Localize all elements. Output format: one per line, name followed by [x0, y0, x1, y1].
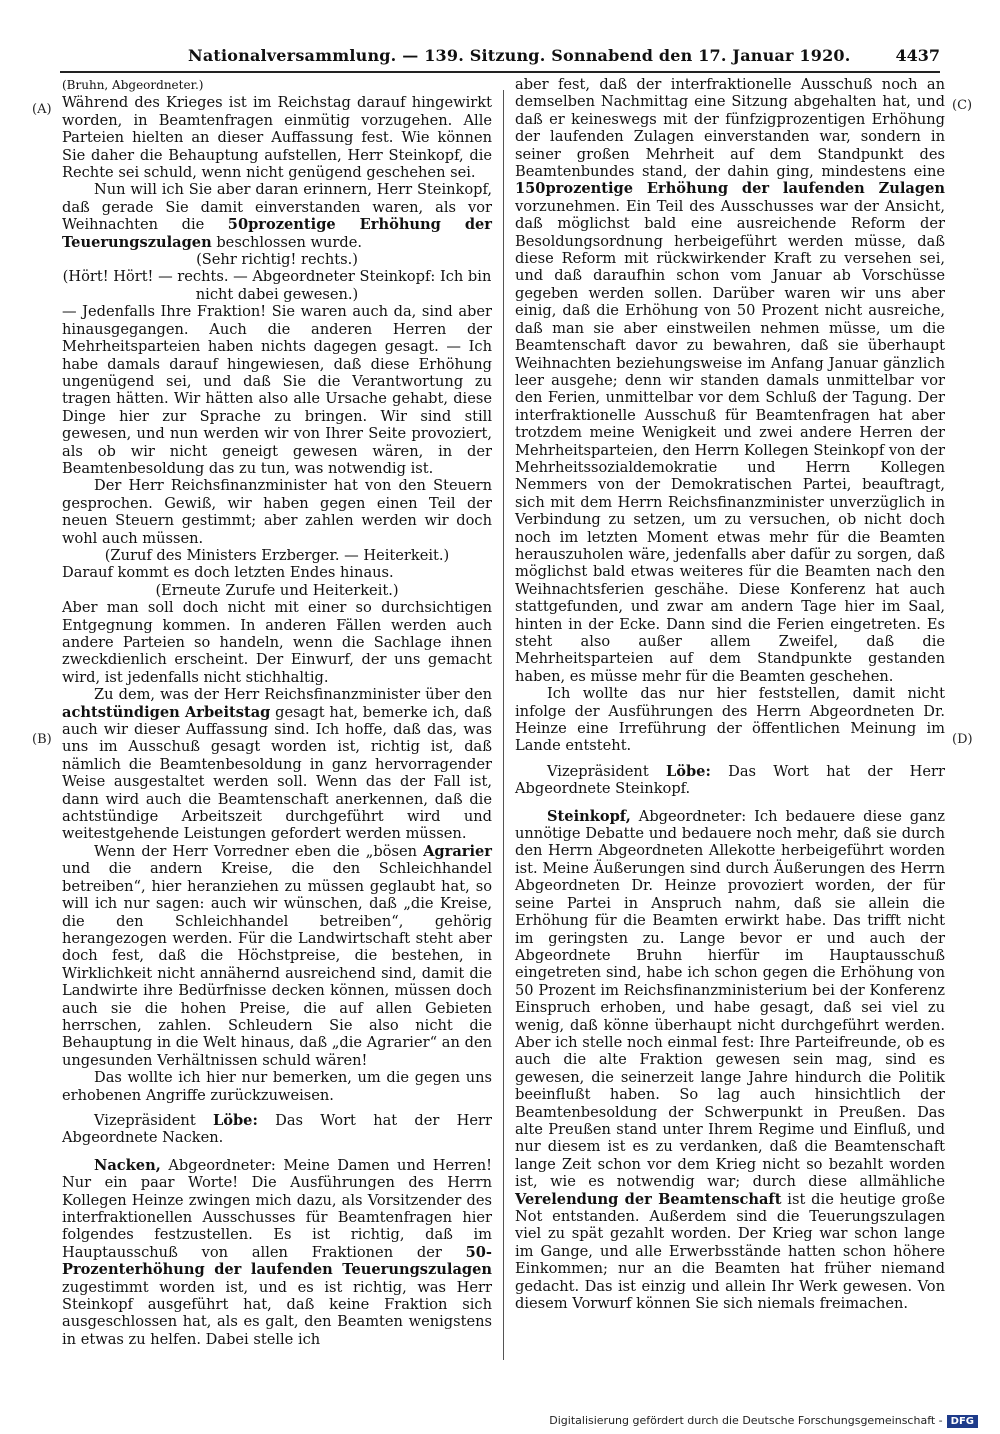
left-column	[62, 76, 492, 1348]
paragraph: Nun will ich Sie aber daran erinnern, Herr Steinkopf, daß gerade Sie damit einverstanden waren, als vor Weihnachten die 50prozentige Erhöhung der Teuerungszulagen beschlossen wurde.	[62, 181, 492, 251]
paragraph: aber fest, daß der interfraktionelle Ausschuß noch an demselben Nachmittag eine Sitzung abgehalten hat, und daß er keineswegs mit der fünfzigprozentigen Erhöhung der laufenden Zulagen einverstanden war, sondern in seiner großen Mehrheit auf dem Standpunkt des Beamtenbundes stand, der dahin ging, mindestens eine 150prozentige Erhöhung der laufenden Zulagen vorzunehmen. Ein Teil des Ausschusses war der Ansicht, daß möglichst bald eine ausreichende Reform der Besoldungsordnung herbeigeführt werden müsse, daß diese Reform mit rückwirkender Kraft zu versehen sei, und daß daraufhin schon vom Januar ab Vorschüsse gegeben werden sollen. Darüber waren wir uns aber einig, daß die Erhöhung von 50 Prozent nicht ausreiche, daß man sie aber einstweilen nehmen müsse, um die Beamtenschaft davor zu bewahren, daß sie überhaupt Weihnachten beziehungsweise im Anfang Januar gänzlich leer ausgehe; denn wir standen damals unmittelbar vor den Ferien, unmittelbar vor dem Schluß der Tagung. Der interfraktionelle Ausschuß für Beamtenfragen hat aber trotzdem meine Wenigkeit und zwei andere Herren der Mehrheitsparteien, den Herrn Kollegen Steinkopf von der Mehrheitssozialdemokratie und Herrn Kollegen Nemmers von der Demokratischen Partei, beauftragt, sich mit dem Herrn Reichsfinanzminister unverzüglich in Verbindung zu setzen, um zu versuchen, ob nicht doch noch im letzten Moment etwas mehr für die Beamten herauszuholen wäre, jedenfalls aber dafür zu sorgen, daß möglichst bald etwas weiteres für die Beamten nach den Weihnachtsferien geschähe. Diese Konferenz hat auch stattgefunden, und zwar am andern Tage hier im Saal, hinten in der Ecke. Dann sind die Ferien eingetreten. Es steht also außer allem Zweifel, daß die Mehrheitsparteien auf dem Standpunkte gestanden haben, es müsse mehr für die Beamten geschehen.	[515, 76, 945, 685]
paragraph: Darauf kommt es doch letzten Endes hinaus.	[62, 564, 394, 582]
page-number: 4437	[895, 46, 940, 65]
chair-statement: Vizepräsident Löbe: Das Wort hat der Herr Abgeordnete Steinkopf.	[515, 762, 945, 798]
interjection: (Hört! Hört! — rechts. — Abgeordneter Steinkopf: Ich bin nicht dabei gewesen.)	[62, 268, 492, 303]
paragraph: Das wollte ich hier nur bemerken, um die gegen uns erhobenen Angriffe zurückzuweisen.	[62, 1069, 492, 1104]
chair-statement: Vizepräsident Löbe: Das Wort hat der Herr Abgeordnete Nacken.	[62, 1111, 492, 1147]
footer-credit	[549, 1414, 978, 1428]
header-rule	[60, 71, 940, 73]
margin-marker-d: (D)	[952, 732, 973, 747]
dfg-logo: DFG	[947, 1415, 978, 1428]
paragraph: Aber man soll doch nicht mit einer so durchsichtigen Entgegnung kommen. In anderen Fällen werden auch andere Parteien so handeln, wenn die Sachlage ihnen zweckdienlich erscheint. Der Einwurf, der uns gemacht wird, ist jedenfalls nicht stichhaltig.	[62, 599, 492, 686]
paragraph: Der Herr Reichsfinanzminister hat von den Steuern gesprochen. Gewiß, wir haben gegen einen Teil der neuen Steuern gestimmt; aber zahlen werden wir doch wohl auch müssen.	[62, 477, 492, 547]
spacer	[515, 755, 945, 763]
interjection: (Zuruf des Ministers Erzberger. — Heiterkeit.)	[104, 546, 450, 564]
interjection: (Sehr richtig! rechts.)	[196, 251, 358, 269]
margin-marker-b: (B)	[32, 732, 52, 747]
margin-marker-a: (A)	[32, 102, 52, 117]
paragraph: Zu dem, was der Herr Reichsfinanzminister über den achtstündigen Arbeitstag gesagt hat, bemerke ich, daß auch wir dieser Auffassung sind. Ich hoffe, daß das, was uns im Ausschuß gesagt worden ist, richtig ist, daß nämlich die Beamtenbesoldung in ganz hervorragender Weise ausgestaltet werden soll. Wenn das der Fall ist, dann wird auch die Beamtenschaft anerkennen, daß die achtstündige Arbeitszeit durchgeführt wird und weitestgehende Leistungen gefordert werden müssen.	[62, 686, 492, 843]
interjection: (Erneute Zurufe und Heiterkeit.)	[155, 581, 399, 599]
spacer	[62, 1104, 492, 1112]
margin-marker-c: (C)	[952, 98, 973, 113]
spacer	[62, 1147, 492, 1157]
right-column	[515, 76, 945, 1312]
running-header	[60, 46, 940, 72]
paragraph: Wenn der Herr Vorredner eben die „bösen Agrarier und die andern Kreise, die den Schleichhandel betreiben“, hier heranziehen zu müssen geglaubt hat, so will ich nur sagen: auch wir wünschen, daß „die Kreise, die den Schleichhandel betreiben“, gehörig herangezogen werden. Für die Landwirtschaft steht aber doch fest, daß die Höchstpreise, die bestehen, in Wirklichkeit nicht annähernd ausreichend sind, damit die Landwirte ihre Bedürfnisse decken können, müssen doch auch sie die hohen Preise, die auf allen Gebieten herrschen, zahlen. Schleudern Sie also nicht die Behauptung in die Welt hinaus, daß „die Agrarier“ an den ungesunden Verhältnissen schuld wären!	[62, 842, 492, 1069]
paragraph: — Jedenfalls Ihre Fraktion! Sie waren auch da, sind aber hinausgegangen. Auch die anderen Herren der Mehrheitsparteien haben nichts dagegen gesagt. — Ich habe damals darauf hingewiesen, daß diese Erhöhung ungenügend sei, und daß Sie die Verantwortung zu tragen hätten. Wir hätten also alle Ursache gehabt, diese Dinge hier zur Sprache zu bringen. Wir sind still gewesen, und nun werden wir von Ihrer Seite provoziert, als ob wir nicht geneigt gewesen wären, in der Beamtenbesoldung das zu tun, was notwendig ist.	[62, 303, 492, 477]
speaker-note: (Bruhn, Abgeordneter.)	[62, 78, 204, 92]
paragraph: Ich wollte das nur hier feststellen, damit nicht infolge der Ausführungen des Herrn Abgeordneten Dr. Heinze eine Irreführung der öffentlichen Meinung im Lande entsteht.	[515, 685, 945, 755]
speech-paragraph: Nacken, Abgeordneter: Meine Damen und Herren! Nur ein paar Worte! Die Ausführungen des Herrn Kollegen Heinze zwingen mich dazu, als Vorsitzender des interfraktionellen Ausschusses für Beamtenfragen hier folgendes festzustellen. Es ist richtig, daß im Hauptausschuß von allen Fraktionen der 50-Prozenterhöhung der laufenden Teuerungszulagen zugestimmt worden ist, und es ist richtig, was Herr Steinkopf ausgeführt hat, daß keine Fraktion sich ausgeschlossen hat, als es galt, den Beamten wenigstens in etwas zu helfen. Dabei stelle ich	[62, 1156, 492, 1348]
running-title: Nationalversammlung. — 139. Sitzung. Sonnabend den 17. Januar 1920.	[188, 46, 851, 65]
speech-paragraph: Steinkopf, Abgeordneter: Ich bedauere diese ganz unnötige Debatte und bedauere noch mehr, daß sie durch den Herrn Abgeordneten Allekotte herbeigeführt worden ist. Meine Äußerungen sind durch Äußerungen des Herrn Abgeordneten Dr. Heinze provoziert worden, der für seine Partei in Anspruch nahm, daß sie allein die Erhöhung für die Beamten erwirkt habe. Das trifft nicht im geringsten zu. Lange bevor er und auch der Abgeordnete Bruhn hierfür im Hauptausschuß eingetreten sind, habe ich schon gegen die Erhöhung von 50 Prozent im Reichsfinanzministerium bei der Konferenz Einspruch erhoben, und habe gesagt, daß sei viel zu wenig, daß könne überhaupt nicht durchgeführt werden. Aber ich stelle noch einmal fest: Ihre Parteifreunde, ob es auch die alte Fraktion gewesen sein mag, sind es gewesen, die seinerzeit lange Jahre hindurch die Politik beeinflußt haben. So lag auch hinsichtlich der Beamtenbesoldung der Schwerpunkt in Preußen. Das alte Preußen stand unter Ihrem Regime und Einfluß, und nur diesem ist es zu verdanken, daß die Beamtenschaft lange Zeit schon vor dem Krieg nicht so bezahlt worden ist, wie es notwendig war; durch diese allmähliche Verelendung der Beamtenschaft ist die heutige große Not entstanden. Außerdem sind die Teuerungszulagen viel zu spät gezahlt worden. Der Krieg war schon lange im Gange, und alle Erwerbsstände hatten schon höhere Einkommen; nur an die Beamten hat früher niemand gedacht. Das ist einzig und allein Ihr Werk gewesen. Von diesem Vorwurf können Sie sich niemals freimachen.	[515, 807, 945, 1313]
paragraph: Während des Krieges ist im Reichstag darauf hingewirkt worden, in Beamtenfragen einmütig vorzugehen. Alle Parteien hielten an dieser Auffassung fest. Wie können Sie daher die Behauptung aufstellen, Herr Steinkopf, die Rechte sei schuld, wenn nicht genügend geschehen sei.	[62, 94, 492, 182]
footer-credit-text: Digitalisierung gefördert durch die Deutsche Forschungsgemeinschaft -	[549, 1414, 943, 1427]
spacer	[515, 798, 945, 808]
column-divider	[503, 90, 504, 1360]
